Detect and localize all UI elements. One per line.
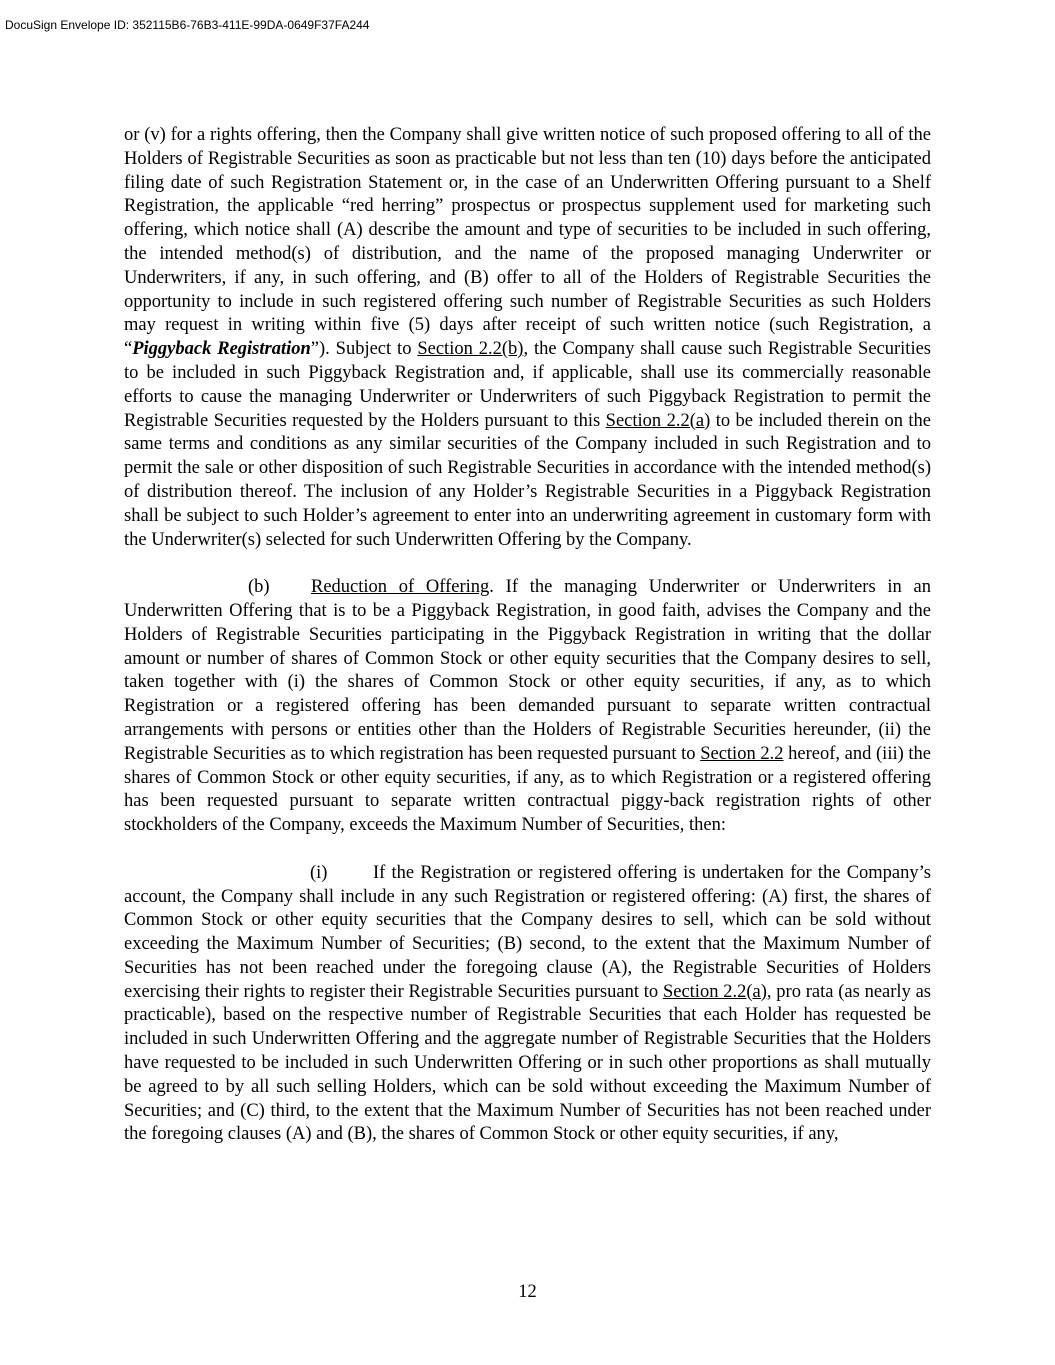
section-reference: Section 2.2(a) (605, 410, 711, 431)
section-reference: Section 2.2(a) (662, 981, 767, 1002)
text-run: to be included therein on the same terms and conditions as any similar securities of the Company included in such Registration and to permit the sale or other disposition of such Registrable Securities in accordance with the intended method(s) of distribution thereof. The inclusion of any Holder’s Registrable Securities in a Piggyback Registration shall be subject to such Holder’s agreement to enter into an underwriting agreement in customary form with the Underwriter(s) selected for such Underwritten Offering by the Company. (124, 410, 931, 550)
paragraph-piggyback-registration (124, 124, 931, 552)
document-body (124, 124, 931, 1147)
docusign-envelope-id: DocuSign Envelope ID: 352115B6-76B3-411E-99DA-0649F37FA244 (5, 18, 370, 32)
paragraph-company-account (124, 862, 931, 1148)
text-run: or (v) for a rights offering, then the Company shall give written notice of such proposed offering to all of the Holders of Registrable Securities as soon as practicable but not less than ten (10) days before the anticipated filing date of such Registration Statement or, in the case of an Underwritten Offering pursuant to a Shelf Registration, the applicable “red herring” prospectus or prospectus supplement used for marketing such offering, which notice shall (A) describe the amount and type of securities to be included in such offering, the intended method(s) of distribution, and the name of the proposed managing Underwriter or Underwriters, if any, in such offering, and (B) offer to all of the Holders of Registrable Securities the opportunity to include in such registered offering such number of Registrable Securities as such Holders may request in writing within five (5) days after receipt of such written notice (such Registration, a “ (124, 125, 931, 360)
clause-number: (b) (248, 577, 270, 598)
clause-number: (i) (310, 862, 328, 883)
section-reference: Section 2.2(b) (417, 339, 524, 360)
section-reference: Section 2.2 (700, 743, 784, 764)
text-run: ”). Subject to (310, 339, 418, 360)
defined-term: Piggyback Registration (132, 339, 311, 360)
text-run: , pro rata (as nearly as practicable), based on the respective number of Registrable Securities that each Holder has requested be included in such Underwritten Offering and the aggregate number of Registrable Securities that the Holders have requested to be included in such Underwritten Offering or in such other proportions as shall mutually be agreed to by all such selling Holders, which can be sold without exceeding the Maximum Number of Securities; and (C) third, to the extent that the Maximum Number of Securities has not been reached under the foregoing clauses (A) and (B), the shares of Common Stock or other equity securities, if any, (124, 981, 932, 1145)
paragraph-reduction-of-offering (124, 576, 931, 838)
page-number: 12 (518, 1282, 537, 1302)
clause-heading: Reduction of Offering (311, 577, 490, 598)
text-run: . If the managing Underwriter or Underwriters in an Underwritten Offering that is to be a Piggyback Registration, in good faith, advises the Company and the Holders of Registrable Securities participating in the Piggyback Registration in writing that the dollar amount or number of shares of Common Stock or other equity securities that the Company desires to sell, taken together with (i) the shares of Common Stock or other equity securities, if any, as to which Registration or a registered offering has been demanded pursuant to separate written contractual arrangements with persons or entities other than the Holders of Registrable Securities hereunder, (ii) the Registrable Securities as to which registration has been requested pursuant to (124, 577, 931, 764)
text-run: , the Company shall cause such Registrable Securities to be included in such Piggyback Registration and, if applicable, shall use its commercially reasonable efforts to cause the managing Underwriter or Underwriters of such Piggyback Registration to permit the Registrable Securities requested by the Holders pursuant to this (124, 339, 931, 431)
text-run: If the Registration or registered offering is undertaken for the Company’s account, the Company shall include in any such Registration or registered offering: (A) first, the shares of Common Stock or other equity securities that the Company desires to sell, which can be sold without exceeding the Maximum Number of Securities; (B) second, to the extent that the Maximum Number of Securities has not been reached under the foregoing clause (A), the Registrable Securities of Holders exercising their rights to register their Registrable Securities pursuant to (124, 862, 931, 1002)
text-run: hereof, and (iii) the shares of Common Stock or other equity securities, if any, as to which Registration or a registered offering has been requested pursuant to separate written contractual piggy-back registration rights of other stockholders of the Company, exceeds the Maximum Number of Securities, then: (124, 743, 932, 836)
